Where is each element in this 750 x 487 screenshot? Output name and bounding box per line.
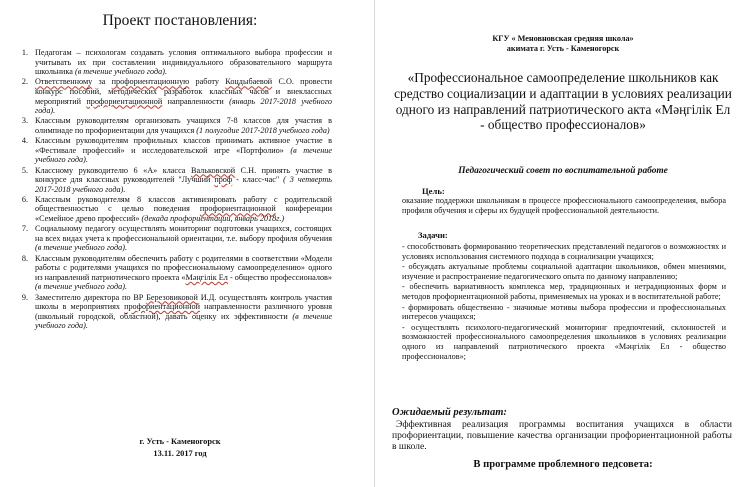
task-item: - способствовать формированию теоретических представлений педагогов о возможностях и условиях использования системного подхода в социализации учащихся; — [402, 242, 726, 261]
text-run: С.Н. принять участие в конкурсе для классных руководителей "Лучший — [35, 165, 332, 185]
misspelled-word: Березовиковой — [146, 292, 198, 302]
text-run: Классным руководителям обеспечить работу с родителями в соответствии «Модели работы с родителями учащихся по профессиональному самоопределению» одного из направлений патриотического проекта « — [35, 253, 332, 282]
text-run: направленности — [162, 96, 230, 106]
text-run: (в течение учебного года). — [35, 243, 128, 253]
resolution-item — [10, 116, 332, 135]
text-run: (в течение учебного года). — [74, 67, 167, 77]
text-run: - общество профессионалов» — [227, 272, 332, 282]
item-number: 4. — [21, 136, 28, 146]
item-text — [35, 77, 332, 115]
left-page — [0, 0, 370, 487]
resolution-list — [10, 48, 332, 332]
text-run: И.Д. осуществлять контроль участия школы в мероприятиях — [35, 292, 332, 312]
item-text — [35, 195, 332, 224]
expected-result-text: Эффективная реализация программы воспитания учащихся в области профориентации, повышение качества организации профориентационной работы в школе. — [392, 419, 732, 452]
tasks-list — [402, 242, 726, 362]
item-text — [35, 136, 332, 165]
item-text — [35, 48, 332, 77]
item-text — [35, 254, 332, 292]
resolution-item — [10, 195, 332, 224]
text-run: Классным руководителям организовать учащихся 7-8 классов для участия в олимпиаде по профориентации для учащихся — [35, 116, 332, 135]
text-run: (в течение учебного года). — [35, 282, 128, 292]
misspelled-word: проф — [214, 175, 233, 185]
text-run: (в течение учебного года). — [35, 145, 332, 165]
misspelled-word: профориентационной — [199, 204, 276, 214]
text-run: - класс-час" — [232, 175, 284, 185]
tasks-label: Задачи: — [418, 230, 448, 240]
program-heading: В программе проблемного педсовета: — [473, 459, 653, 470]
misspelled-word: профориентационную — [111, 77, 190, 87]
council-title: Педагогический совет по воспитательной работе — [458, 166, 668, 176]
date-line: 13.11. 2017 год — [153, 449, 207, 458]
city-line: г. Усть - Каменогорск — [139, 437, 221, 446]
misspelled-word: Коцдыбаевой — [225, 77, 273, 87]
page-divider — [374, 0, 375, 487]
item-number: 5. — [21, 165, 28, 175]
text-run: конференции «Семейное древо профессий» — [35, 204, 332, 224]
misspelled-word: профориентационной — [124, 302, 200, 312]
task-item: - обсуждать актуальные проблемы социальной адаптации школьников, обмен мнениями, изучение и распространение педагогического опыта по данному направлению; — [402, 262, 726, 281]
task-item: - осуществлять психолого-педагогический мониторинг предпочтений, склонностей и возможностей профессионального самоопределения школьников в условиях реализации одного из направлений патриотического проекта «Мәңгілік Ел - общество профессионалов»; — [402, 322, 726, 361]
item-number: 9. — [21, 292, 28, 302]
item-text — [35, 293, 332, 331]
task-item: - формировать общественно - значимые мотивы выбора профессии и профессиональных интересов учащихся; — [402, 302, 726, 322]
resolution-item — [10, 293, 332, 331]
text-run: Социальному педагогу осуществлять мониторинг подготовки учащихся, состоящих на всех видах учета к профессиональной ориентации, т.е. выбору профиля обучения — [35, 224, 332, 243]
resolution-item — [10, 136, 332, 165]
org-line-1: КГУ « Меновновская средняя школа» — [492, 34, 634, 43]
item-number: 7. — [21, 224, 28, 234]
misspelled-word: Ответственному — [35, 77, 93, 87]
item-number: 1. — [21, 48, 28, 57]
org-line-2: акимата г. Усть - Каменогорск — [506, 44, 620, 53]
resolution-item — [10, 77, 332, 115]
goal-label: Цель: — [422, 186, 445, 196]
text-run: Педагогам – психологам создавать условия оптимального выбора профессии и учитывать их при составлении индивидуального образовательного маршрута школьника — [35, 48, 332, 77]
misspelled-word: Мәңгілік Ел — [185, 272, 228, 282]
resolution-item — [10, 224, 332, 253]
text-run: Классным руководителям 8 классов активизировать работу с родительской общественностью с целью поведения — [35, 194, 332, 214]
misspelled-word: профориентационной — [86, 96, 163, 106]
text-run: за — [92, 77, 112, 87]
text-run: (в течение учебного года). — [35, 311, 332, 331]
text-run: (1 полугодие 2017-2018 учебного года) — [196, 125, 330, 135]
text-run: направленности различного уровня (школьный городской, областной), давать оценку их эффективности — [35, 302, 332, 321]
expected-result-label: Ожидаемый результат: — [392, 407, 507, 418]
resolution-item — [10, 166, 332, 195]
item-text — [35, 166, 332, 195]
item-number: 8. — [21, 253, 28, 263]
item-number: 6. — [21, 194, 28, 204]
item-text — [35, 116, 332, 135]
right-page — [378, 0, 748, 487]
text-run: (декада профориентации, январь 2018г.) — [141, 214, 285, 224]
text-run: (январь 2017-2018 учебного года). — [35, 96, 333, 116]
text-run: Классному руководителю 6 «А» класса — [35, 165, 191, 175]
text-run: Классным руководителям профильных классов принимать активное участие в «Фестивале профессий» и исследовательской игре «Портфолио» — [35, 136, 332, 155]
text-run: ( 3 четверть 2017-2018 учебного года). — [35, 175, 332, 194]
text-run: С.О. провести конкурс пособий, методических разработок классных часов и внеклассных мероприятий — [35, 77, 332, 106]
resolution-item — [10, 48, 332, 77]
resolution-item — [10, 254, 332, 292]
item-number: 2. — [21, 77, 28, 87]
item-number: 3. — [21, 116, 28, 126]
item-text — [35, 224, 332, 253]
task-item: - обеспечить вариативность комплекса мер, традиционных и нетрадиционных форм и методов профориентационной работы, применяемых на уроках и в воспитательной работе; — [402, 282, 726, 301]
text-run: Заместителю директора по ВР — [35, 292, 147, 302]
draft-resolution-title: Проект постановления: — [102, 12, 258, 29]
goal-text: оказание поддержки школьникам в процессе профессионального самоопределения, выбора профиля обучения и сферы их будущей профессиональной деятельности. — [402, 196, 726, 215]
misspelled-word: Вальковской — [190, 165, 236, 175]
council-topic: «Профессиональное самоопределение школьников как средство социализации и адаптации в условиях реализации одного из направлений патриотического акта «Мәңгілік Ел - общество профессионалов» — [394, 70, 732, 133]
text-run: работу — [189, 77, 226, 87]
